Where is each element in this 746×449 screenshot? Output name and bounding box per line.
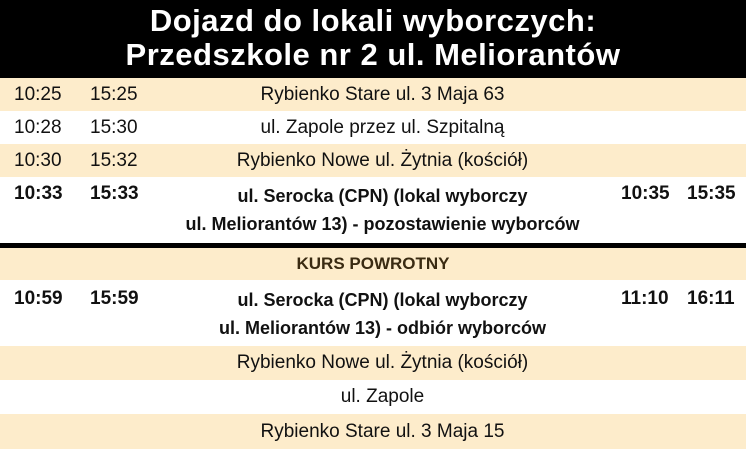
stop-name: ul. Zapole <box>340 386 425 407</box>
departure-time-morning: 10:25 <box>14 84 62 105</box>
stop-name: Rybienko Nowe ul. Żytnia (kościół) <box>236 352 529 373</box>
departure-time-morning: 10:30 <box>14 150 62 171</box>
stop-name: Rybienko Stare ul. 3 Maja 15 <box>260 421 505 442</box>
stop-name-line1: ul. Serocka (CPN) (lokal wyborczy <box>237 186 528 206</box>
table-row <box>0 144 746 177</box>
header-subtitle: Przedszkole nr 2 ul. Meliorantów <box>125 37 621 72</box>
departure-time-morning: 10:28 <box>14 117 62 138</box>
table-row-destination <box>0 177 746 241</box>
stop-name-line1: ul. Serocka (CPN) (lokal wyborczy <box>237 290 528 310</box>
return-label: KURS POWROTNY <box>296 254 450 273</box>
departure-time-morning: 10:59 <box>14 288 63 309</box>
arrival-time-afternoon: 16:11 <box>687 288 735 309</box>
table-row <box>0 380 746 414</box>
departure-time-afternoon: 15:33 <box>90 183 139 204</box>
table-row <box>0 414 746 449</box>
return-section-heading <box>0 248 746 280</box>
stop-name: ul. Zapole przez ul. Szpitalną <box>260 117 505 138</box>
departure-time-afternoon: 15:25 <box>90 84 138 105</box>
departure-time-morning: 10:33 <box>14 183 63 204</box>
return-time-afternoon: 15:35 <box>687 183 736 204</box>
stop-name-line2: ul. Meliorantów 13) - pozostawienie wyborców <box>185 214 580 234</box>
schedule-header <box>0 0 746 78</box>
stop-name: Rybienko Stare ul. 3 Maja 63 <box>260 84 505 105</box>
table-row <box>0 111 746 144</box>
header-title: Dojazd do lokali wyborczych: <box>149 3 597 38</box>
table-row-pickup <box>0 280 746 346</box>
table-row <box>0 78 746 111</box>
stop-name-line2: ul. Meliorantów 13) - odbiór wyborców <box>218 318 546 338</box>
table-row <box>0 346 746 380</box>
departure-time-afternoon: 15:32 <box>90 150 138 171</box>
stop-name: Rybienko Nowe ul. Żytnia (kościół) <box>236 150 529 171</box>
arrival-time-morning: 11:10 <box>621 288 669 309</box>
departure-time-afternoon: 15:30 <box>90 117 138 138</box>
return-time-morning: 10:35 <box>621 183 670 204</box>
departure-time-afternoon: 15:59 <box>90 288 139 309</box>
